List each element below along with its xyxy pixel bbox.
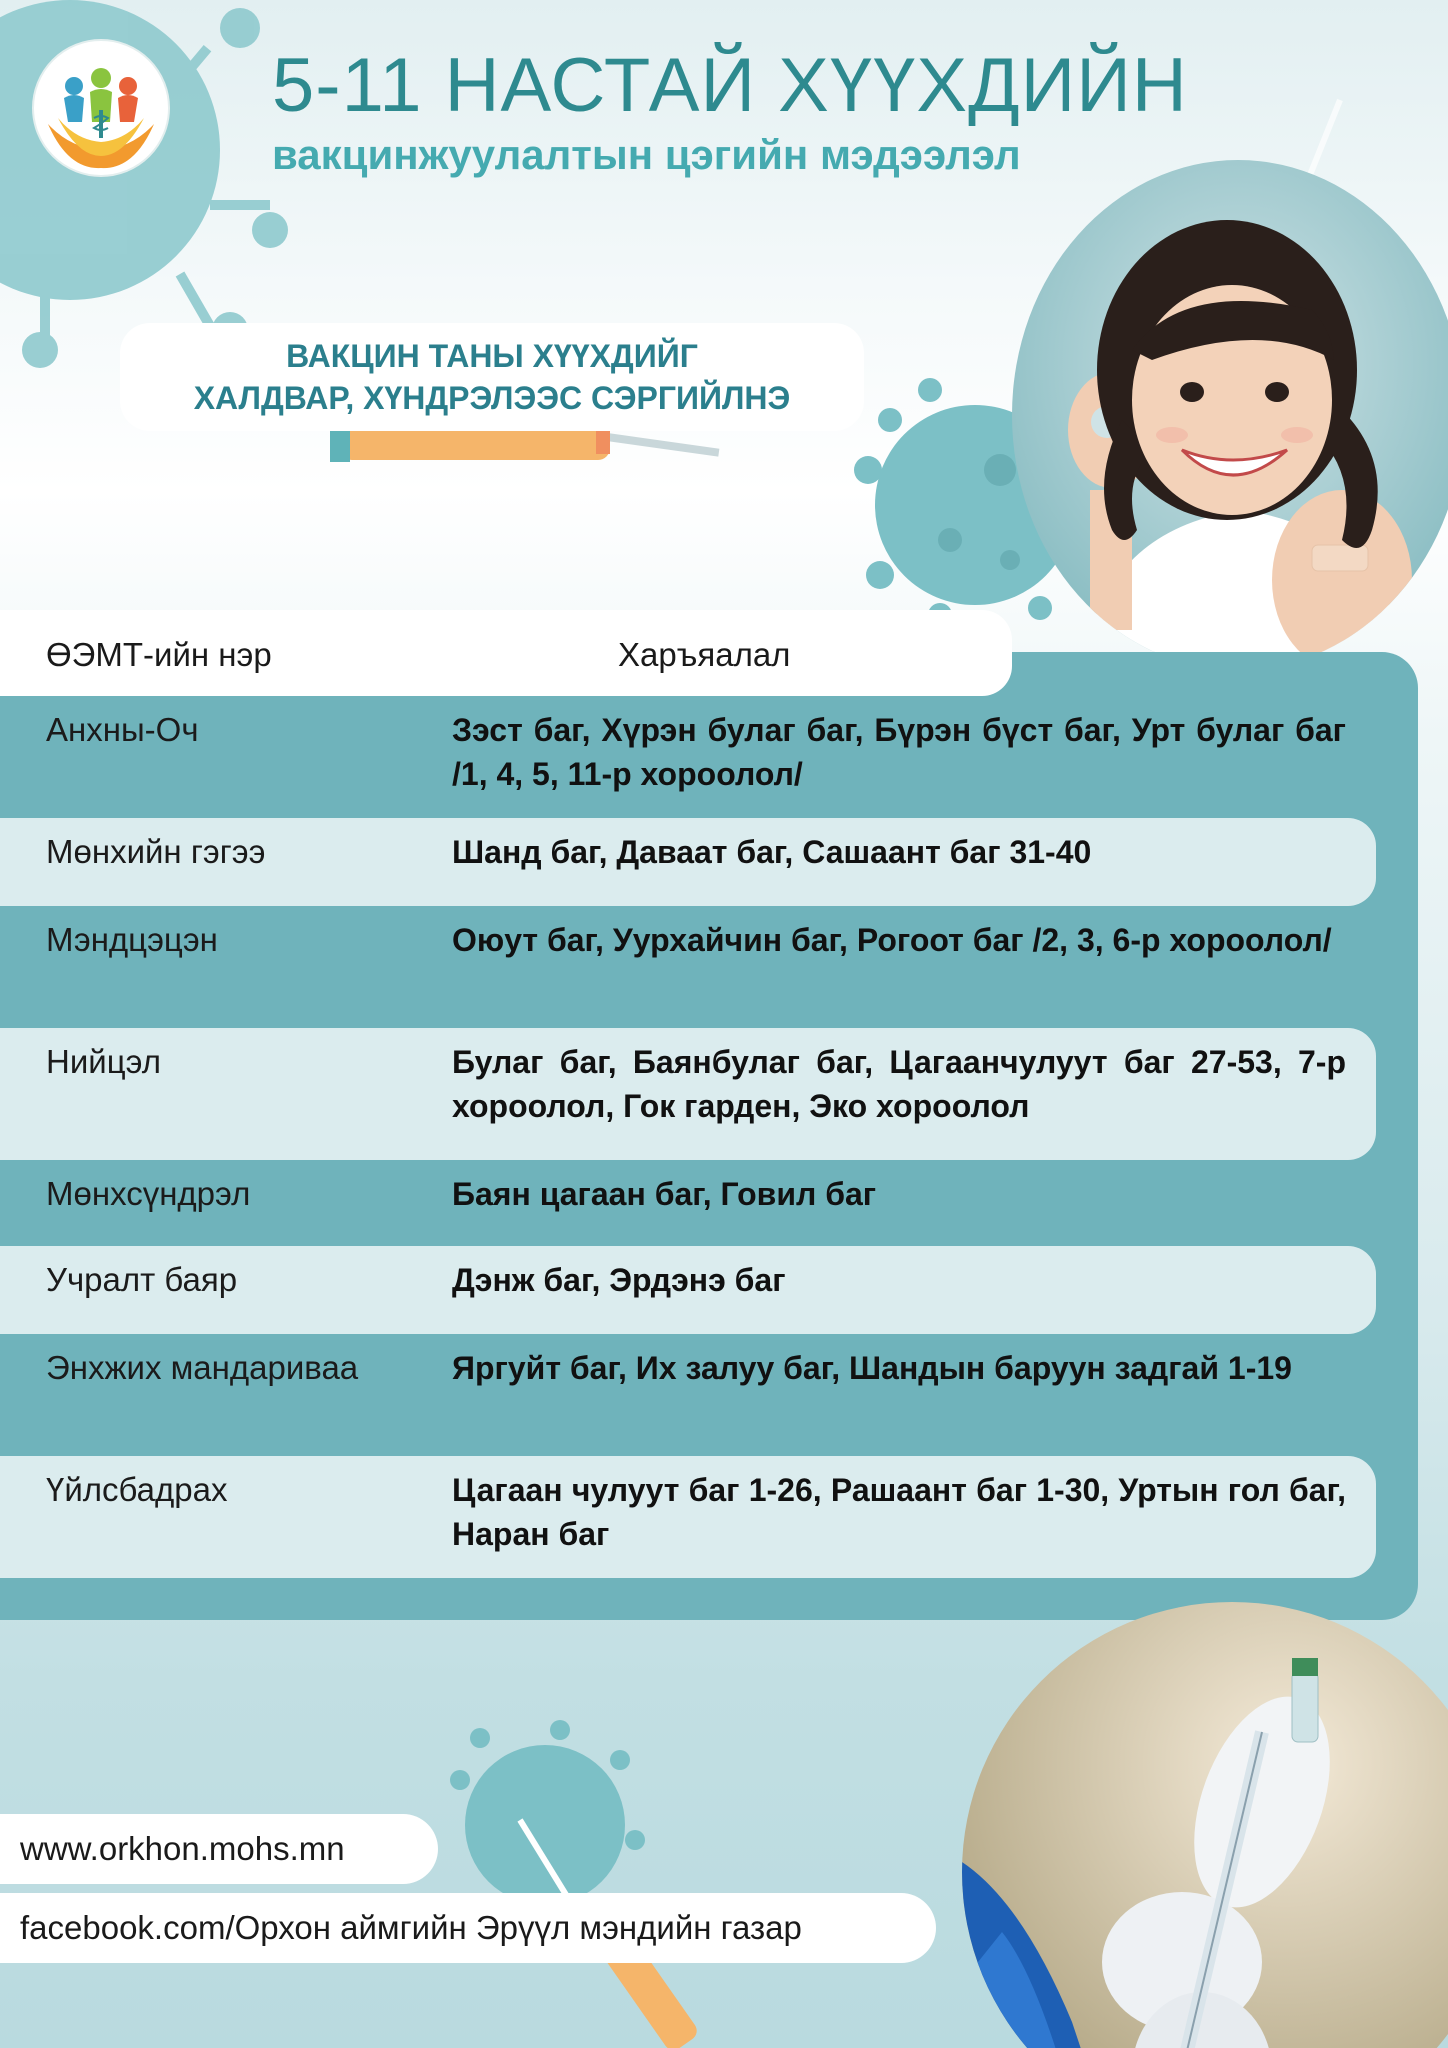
facility-name: Мөнхсүндрэл — [46, 1175, 251, 1212]
facility-area: Оюут баг, Уурхайчин баг, Рогоот баг /2, 3, 6-р хороолол/ — [452, 922, 1332, 958]
page-title: 5-11 НАСТАЙ ХҮҮХДИЙН — [272, 43, 1188, 128]
facility-area: Яргуйт баг, Их залуу баг, Шандын баруун задгай 1-19 — [452, 1350, 1292, 1386]
table-row — [0, 1160, 1376, 1246]
facility-area: Баян цагаан баг, Говил баг — [452, 1176, 877, 1212]
slogan-line-2: ХАЛДВАР, ХҮНДРЭЛЭЭС СЭРГИЙЛНЭ — [193, 380, 791, 416]
table-row — [0, 1246, 1376, 1334]
facility-name: Учралт баяр — [46, 1261, 238, 1298]
facility-area: Булаг баг, Баянбулаг баг, Цагаанчулуут баг 27-53, 7-р хороолол, Гок гарден, Эко хороолол — [452, 1044, 1346, 1124]
virus-icon — [450, 1720, 645, 1905]
table-row — [0, 696, 1376, 818]
facility-name: Энхжих мандариваа — [46, 1349, 359, 1386]
facility-name: Нийцэл — [46, 1043, 161, 1080]
table-row — [0, 1456, 1376, 1578]
table-header — [0, 610, 1012, 696]
facility-area: Цагаан чулуут баг 1-26, Рашаант баг 1-30, Уртын гол баг, Наран баг — [452, 1472, 1346, 1552]
table-row — [0, 1028, 1376, 1160]
facility-name: Мэндцэцэн — [46, 921, 218, 958]
facility-area: Зэст баг, Хүрэн булаг баг, Бүрэн бүст баг, Урт булаг баг /1, 4, 5, 11-р хороолол/ — [452, 712, 1346, 792]
website-link[interactable]: www.orkhon.mohs.mn — [0, 1814, 438, 1884]
facility-area: Дэнж баг, Эрдэнэ баг — [452, 1262, 786, 1298]
facility-name: Анхны-Оч — [46, 711, 199, 748]
table-row — [0, 906, 1376, 1028]
facebook-link[interactable]: facebook.com/Орхон аймгийн Эрүүл мэндийн газар — [0, 1893, 936, 1963]
table-row — [0, 1334, 1376, 1456]
logo-emblem — [28, 38, 174, 178]
slogan-banner — [120, 323, 864, 431]
table-row — [0, 818, 1376, 906]
child-photo — [1012, 160, 1448, 670]
facility-name: Мөнхийн гэгээ — [46, 833, 266, 870]
table-background — [0, 652, 1418, 1620]
facility-name: Үйлсбадрах — [46, 1471, 228, 1508]
page-subtitle: вакцинжуулалтын цэгийн мэдээлэл — [272, 131, 1021, 178]
facility-area: Шанд баг, Даваат баг, Сашаант баг 31-40 — [452, 834, 1092, 870]
column-header-area: Харъяалал — [618, 636, 791, 673]
slogan-line-1: ВАКЦИН ТАНЫ ХҮҮХДИЙГ — [286, 338, 698, 374]
column-header-name: ӨЭМТ-ийн нэр — [46, 636, 272, 673]
